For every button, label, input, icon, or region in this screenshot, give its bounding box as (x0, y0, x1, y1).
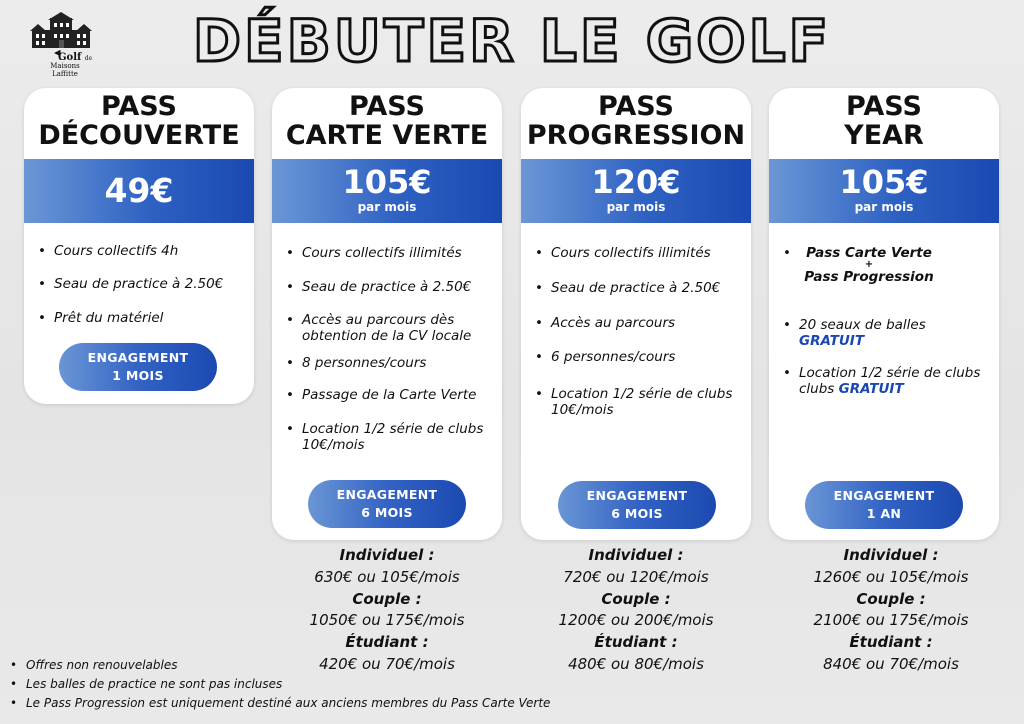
list-item: • Les balles de practice ne sont pas incluses (10, 675, 550, 694)
list-item: • Prêt du matériel (42, 310, 246, 326)
price-period: par mois (606, 200, 666, 214)
card-title: PASS YEAR (844, 91, 924, 151)
list-item: • 6 personnes/cours (539, 349, 743, 365)
pricing-progression: Individuel : 720€ ou 120€/mois Couple : 1200€ ou 200€/mois Étudiant : 480€ ou 80€/mois (558, 546, 714, 673)
list-item: • Seau de practice à 2.50€ (290, 279, 494, 295)
price-band (24, 159, 254, 223)
list-item: • 8 personnes/cours (290, 355, 494, 371)
list-item: • Location 1/2 série de clubs 10€/mois (539, 386, 743, 418)
free-badge: GRATUIT (799, 333, 865, 349)
price-band (521, 159, 751, 223)
card-title: PASS CARTE VERTE (285, 91, 489, 151)
engagement-button[interactable]: ENGAGEMENT 6 MOIS (558, 481, 716, 529)
list-item: • 20 seaux de balles GRATUIT (787, 317, 991, 349)
list-item: • Accès au parcours (539, 315, 743, 331)
card-pass-carte-verte (272, 88, 502, 540)
card-pass-year (769, 88, 999, 540)
free-badge: GRATUIT (838, 381, 904, 397)
list-item: • Seau de practice à 2.50€ (42, 276, 246, 292)
list-item: • Location 1/2 série de clubs 10€/mois (290, 421, 494, 453)
list-item: • Cours collectifs illimités (539, 245, 743, 261)
footnotes (10, 656, 550, 713)
list-item: • Cours collectifs 4h (42, 243, 246, 259)
card-pass-progression (521, 88, 751, 540)
page-title: DÉBUTER LE GOLF (192, 7, 832, 75)
list-item: • Offres non renouvelables (10, 656, 550, 675)
engagement-button[interactable]: ENGAGEMENT 1 AN (805, 481, 963, 529)
list-item: • Location 1/2 série de clubs clubs GRATUIT (787, 365, 991, 397)
price: 105€ (839, 163, 929, 201)
logo-brand: Golf de (58, 52, 93, 63)
price-band (769, 159, 999, 223)
card-pass-decouverte (24, 88, 254, 404)
price: 105€ (342, 163, 432, 201)
price: 120€ (591, 163, 681, 201)
list-item: • Passage de la Carte Verte (290, 387, 494, 403)
logo-place: Maisons Laffitte (50, 62, 80, 78)
engagement-button[interactable]: ENGAGEMENT 6 MOIS (308, 480, 466, 528)
card-title: PASS PROGRESSION (526, 91, 746, 151)
price: 49€ (104, 171, 174, 210)
card-title: PASS DÉCOUVERTE (38, 91, 240, 151)
list-item: • Le Pass Progression est uniquement destiné aux anciens membres du Pass Carte Verte (10, 694, 550, 713)
list-item: • Accès au parcours dès obtention de la CV locale (290, 312, 494, 344)
list-item: • Seau de practice à 2.50€ (539, 280, 743, 296)
pricing-carte-verte: Individuel : 630€ ou 105€/mois Couple : 1050€ ou 175€/mois Étudiant : 420€ ou 70€/mois (309, 546, 465, 673)
pricing-year: Individuel : 1260€ ou 105€/mois Couple : 2100€ ou 175€/mois Étudiant : 840€ ou 70€/mois (813, 546, 969, 673)
price-period: par mois (357, 200, 417, 214)
list-item-combo: • Pass Carte Verte + Pass Progression (787, 245, 991, 285)
price-band (272, 159, 502, 223)
list-item: • Cours collectifs illimités (290, 245, 494, 261)
engagement-button[interactable]: ENGAGEMENT 1 MOIS (59, 343, 217, 391)
price-period: par mois (854, 200, 914, 214)
